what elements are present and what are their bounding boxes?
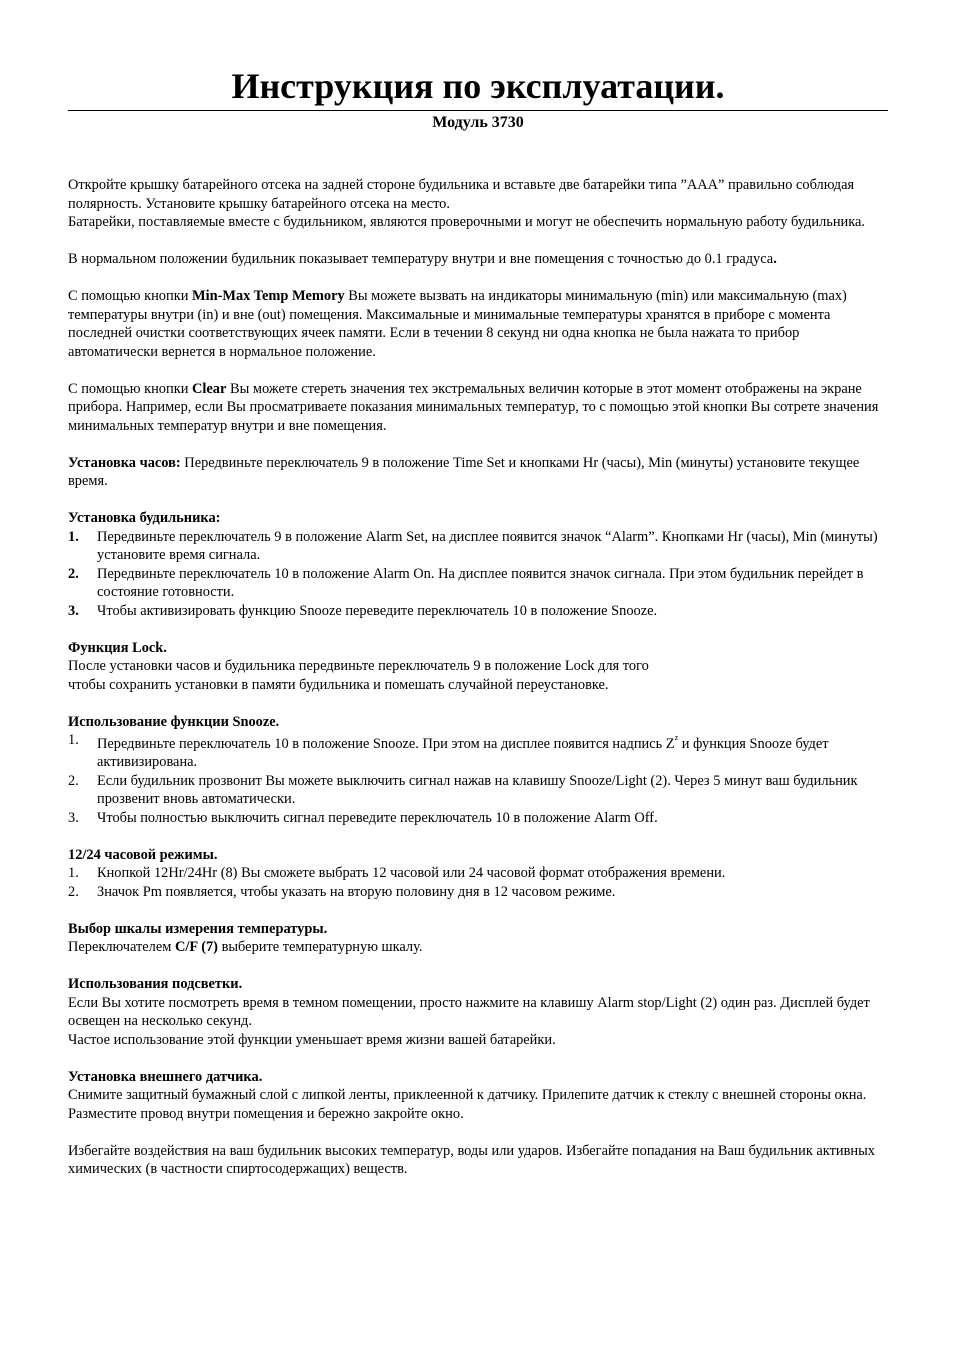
list-text: Чтобы полностью выключить сигнал переведите переключатель 10 в положение Alarm Off. <box>97 809 658 826</box>
lock-line-1: После установки часов и будильника передвиньте переключатель 9 в положение Lock для того <box>68 658 649 674</box>
list-item <box>68 528 888 565</box>
list-number: 1. <box>68 528 79 545</box>
warning-paragraph: Избегайте воздействия на ваш будильник высоких температур, воды или ударов. Избегайте попадания на Ваш будильник активных химических (в частности спиртосодержащих) веществ. <box>68 1142 875 1178</box>
snooze-z-sup: z <box>674 733 679 742</box>
clear-button-name: Clear <box>192 380 227 397</box>
scale-heading: Выбор шкалы измерения температуры. <box>68 920 328 937</box>
list-text: Передвиньте переключатель 9 в положение Alarm Set, на дисплее появится значок “Alarm”. Кнопками Hr (часы), Min (минуты) установите время сигнала. <box>97 528 878 563</box>
clear-pre: С помощью кнопки <box>68 380 192 397</box>
list-text: Чтобы активизировать функцию Snooze переведите переключатель 10 в положение Snooze. <box>97 602 658 619</box>
list-item <box>68 809 888 828</box>
list-number: 1. <box>68 732 79 748</box>
scale-pre: Переключателем <box>68 939 175 956</box>
snooze-steps-list <box>68 731 888 827</box>
scale-post: выберите температурную шкалу. <box>217 939 423 956</box>
alarm-heading: Установка будильника: <box>68 510 221 526</box>
list-item <box>68 864 888 883</box>
minmax-button-name: Min-Max Temp Memory <box>192 288 345 304</box>
backlight-paragraph-2: Частое использование этой функции уменьшает время жизни вашей батарейки. <box>68 1031 556 1048</box>
list-text: Значок Pm появляется, чтобы указать на вторую половину дня в 12 часовом режиме. <box>97 883 616 900</box>
list-number: 3. <box>68 602 79 619</box>
backlight-heading: Использования подсветки. <box>68 976 243 993</box>
snooze-item1-post: и функция Snooze будет активизирована. <box>97 735 829 771</box>
list-item <box>68 883 888 902</box>
minmax-paragraph <box>68 287 888 361</box>
lock-heading: Функция Lock. <box>68 639 167 656</box>
snooze-item1-pre: Передвиньте переключатель 10 в положение Snooze. При этом на дисплее появится надпись <box>97 735 666 752</box>
minmax-pre: С помощью кнопки <box>68 288 192 304</box>
clear-post: Вы можете стереть значения тех экстремальных величин которые в этот момент отображены на экране прибора. Например, если Вы просматриваете показания минимальных температур, то с помощью этой кнопки Вы сотрете значения минимальных температур внутри и вне помещения. <box>68 380 879 434</box>
list-text: Если будильник прозвонит Вы можете выключить сигнал нажав на клавишу Snooze/Light (2). Через 5 минут ваш будильник прозвенит вновь автоматически. <box>97 772 858 808</box>
list-item <box>68 772 888 809</box>
list-number: 2. <box>68 565 79 582</box>
alarm-steps-list <box>68 528 888 621</box>
mode-heading: 12/24 часовой режимы. <box>68 846 218 863</box>
scale-key: C/F (7) <box>174 939 218 956</box>
sensor-paragraph: Снимите защитный бумажный слой с липкой ленты, приклеенной к датчику. Прилепите датчик к стеклу с внешней стороны окна. Разместите провод внутри помещения и бережно закройте окно. <box>68 1087 867 1122</box>
clock-paragraph <box>68 454 888 491</box>
intro-temperature-paragraph <box>68 250 888 269</box>
sensor-heading: Установка внешнего датчика. <box>68 1068 263 1085</box>
intro-test-battery-paragraph: Батарейки, поставляемые вместе с будильником, являются проверочными и могут не обеспечить нормальную работу будильника. <box>68 214 866 230</box>
document-body <box>68 176 888 1179</box>
scale-paragraph <box>68 938 888 957</box>
mode-steps-list <box>68 864 888 901</box>
intro-temperature-end: . <box>773 251 777 267</box>
page-title: Инструкция по эксплуатации. <box>231 66 725 106</box>
list-item <box>68 731 888 772</box>
clear-paragraph <box>68 380 888 436</box>
list-text: Передвиньте переключатель 10 в положение Alarm On. На дисплее появится значок сигнала. При этом будильник перейдет в состояние готовности. <box>97 565 864 600</box>
lock-line-2: чтобы сохранить установки в памяти будильника и помешать случайной переустановке. <box>68 676 609 693</box>
list-item <box>68 565 888 602</box>
list-number: 3. <box>68 809 79 826</box>
list-text: Кнопкой 12Hr/24Hr (8) Вы сможете выбрать 12 часовой или 24 часовой формат отображения времени. <box>97 865 726 882</box>
clock-text: Передвиньте переключатель 9 в положение Time Set и кнопками Hr (часы), Min (минуты) установите текущее время. <box>68 454 860 489</box>
model-subtitle: Модуль 3730 <box>432 114 524 131</box>
backlight-paragraph-1: Если Вы хотите посмотреть время в темном помещении, просто нажмите на клавишу Alarm stop/Light (2) один раз. Дисплей будет освещен на несколько секунд. <box>68 994 870 1030</box>
intro-battery-paragraph: Откройте крышку батарейного отсека на задней стороне будильника и вставьте две батарейки типа ”ААА” правильно соблюдая полярность. Установите крышку батарейного отсека на место. <box>68 177 855 212</box>
snooze-heading: Использование функции Snooze. <box>68 713 280 730</box>
snooze-zz-icon <box>665 733 679 752</box>
list-item <box>68 602 888 621</box>
minmax-post: Вы можете вызвать на индикаторы минимальную (min) или максимальную (max) температуры внутри (in) и вне (out) помещения. Максимальные и минимальные температуры хранятся в приборе с момента последней очистки соответствующих ячеек памяти. Если в течении 8 секунд ни одна кнопка не была нажата то прибор автоматически вернется в нормальное положение. <box>68 288 847 360</box>
title-divider <box>68 110 888 111</box>
list-text <box>97 731 888 772</box>
intro-temperature-text: В нормальном положении будильник показывает температуру внутри и вне помещения с точностью до 0.1 градуса <box>68 251 774 267</box>
list-number: 2. <box>68 883 79 900</box>
clock-heading: Установка часов: <box>68 454 181 471</box>
snooze-z: Z <box>665 735 675 752</box>
list-number: 2. <box>68 772 79 789</box>
list-number: 1. <box>68 865 79 882</box>
